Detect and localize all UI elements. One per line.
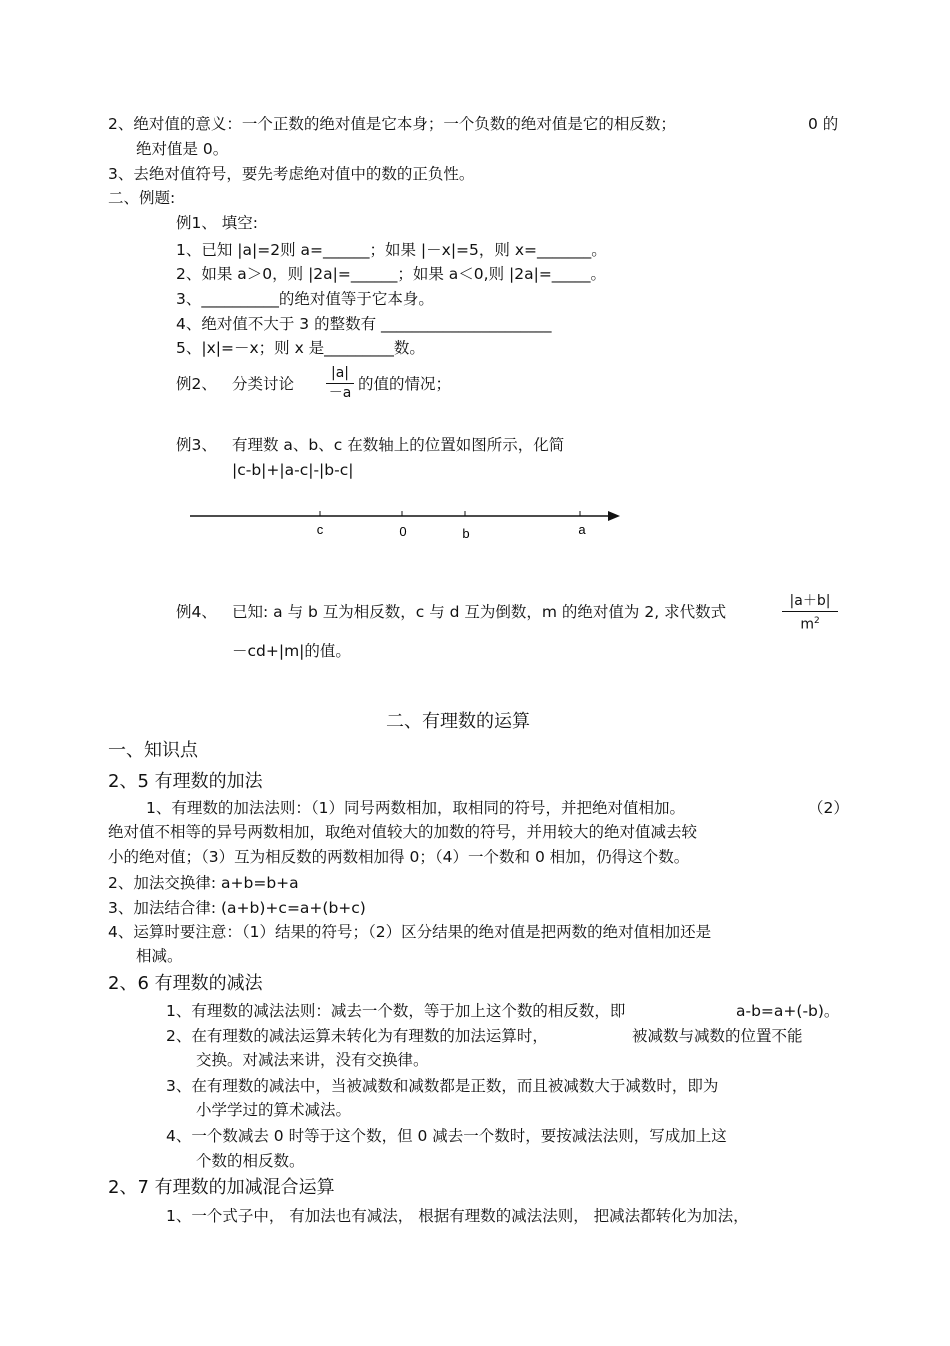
- subtraction-rule-2-tail: 被减数与减数的位置不能: [632, 1027, 803, 1045]
- subtraction-rule-2-cont: 交换。对减法来讲，没有交换律。: [196, 1051, 429, 1069]
- mixed-operation-heading: 2、7 有理数的加减混合运算: [108, 1177, 335, 1198]
- subtraction-rule-2: 2、在有理数的减法运算未转化为有理数的加法运算时，: [166, 1027, 548, 1045]
- example2-denominator: －a: [328, 385, 352, 401]
- example4-denominator-base: m: [800, 616, 814, 633]
- associative-law: 3、加法结合律: (a+b)+c=a+(b+c): [108, 899, 366, 917]
- label-a: a: [578, 522, 586, 537]
- addition-rule-2: 绝对值不相等的异号两数相加，取绝对值较大的加数的符号，并用较大的绝对值减去较: [108, 823, 698, 841]
- example1-q3: 3、__________的绝对值等于它本身。: [176, 290, 434, 308]
- addition-rule-1-tail: （2）: [808, 799, 849, 817]
- example2-label: 例2、: [176, 375, 217, 393]
- operation-note: 4、运算时要注意：（1）结果的符号；（2）区分结果的绝对值是把两数的绝对值相加还是: [108, 923, 712, 941]
- example2-numerator: |a|: [326, 365, 354, 384]
- example3-label: 例3、: [176, 436, 217, 454]
- subtraction-rule-4: 4、一个数减去 0 时等于这个数，但 0 减去一个数时，要按减法法则，写成加上这: [166, 1127, 727, 1145]
- example1-q1: 1、已知 |a|=2则 a=______；如果 |－x|=5，则 x=_______。: [176, 241, 607, 259]
- example3-line2: |c-b|+|a-c|-|b-c|: [232, 461, 354, 479]
- subtraction-rule-1: 1、有理数的减法法则：减去一个数，等于加上这个数的相反数，即: [166, 1002, 626, 1020]
- subtraction-rule-3: 3、在有理数的减法中，当被减数和减数都是正数，而且被减数大于减数时，即为: [166, 1077, 719, 1095]
- example4-line2: －cd+|m|的值。: [232, 642, 351, 660]
- addition-heading: 2、5 有理数的加法: [108, 771, 263, 792]
- knowledge-heading: 一、知识点: [108, 740, 198, 761]
- example4-denominator-exp: 2: [813, 616, 820, 626]
- commutative-law: 2、加法交换律: a+b=b+a: [108, 874, 299, 892]
- subtraction-rule-3-cont: 小学学过的算术减法。: [196, 1101, 352, 1119]
- example1-q2: 2、如果 a＞0，则 |2a|=______；如果 a＜0,则 |2a|=_____。: [176, 265, 607, 283]
- mixed-operation-rule-1: 1、一个式子中， 有加法也有减法， 根据有理数的减法法则， 把减法都转化为加法，: [166, 1207, 749, 1225]
- subtraction-rule-1-tail: a-b=a+(-b)。: [736, 1002, 840, 1020]
- example1-title: 例1、 填空:: [176, 214, 259, 232]
- section-title: 二、有理数的运算: [386, 711, 530, 732]
- absolute-value-meaning: 2、绝对值的意义：一个正数的绝对值是它本身；一个负数的绝对值是它的相反数；: [108, 115, 676, 133]
- number-line-arrow: [608, 511, 620, 521]
- example3-line1: 有理数 a、b、c 在数轴上的位置如图所示，化简: [232, 436, 565, 454]
- example4-denominator: [782, 612, 838, 634]
- absolute-value-meaning-cont: 绝对值是 0。: [136, 140, 229, 158]
- operation-note-cont: 相减。: [136, 947, 183, 965]
- example4-text: 已知: a 与 b 互为相反数，c 与 d 互为倒数，m 的绝对值为 2, 求代数式: [232, 603, 727, 621]
- example2-text: 分类讨论: [232, 375, 295, 393]
- label-0: 0: [399, 524, 407, 539]
- example2-fraction: [326, 365, 354, 402]
- absolute-value-meaning-tail: 0 的: [808, 115, 839, 133]
- example4-numerator: |a＋b|: [782, 593, 838, 612]
- subtraction-rule-4-cont: 个数的相反数。: [196, 1152, 305, 1170]
- label-c: c: [316, 522, 324, 537]
- example4-fraction: [782, 593, 838, 634]
- addition-rule-3: 小的绝对值；（3）互为相反数的两数相加得 0；（4）一个数和 0 相加，仍得这个数。: [108, 848, 690, 866]
- label-b: b: [462, 526, 470, 541]
- remove-abs-sign: 3、去绝对值符号，要先考虑绝对值中的数的正负性。: [108, 165, 475, 183]
- examples-heading: 二、例题:: [108, 189, 176, 207]
- example1-q4: 4、绝对值不大于 3 的整数有 ______________________: [176, 315, 552, 333]
- subtraction-heading: 2、6 有理数的减法: [108, 973, 263, 994]
- example4-label: 例4、: [176, 603, 217, 621]
- addition-rule-1: 1、有理数的加法法则：（1）同号两数相加，取相同的符号，并把绝对值相加。: [146, 799, 685, 817]
- example1-q5: 5、|x|=－x；则 x 是_________数。: [176, 339, 425, 357]
- number-line: [186, 502, 626, 546]
- example2-after: 的值的情况；: [358, 375, 452, 393]
